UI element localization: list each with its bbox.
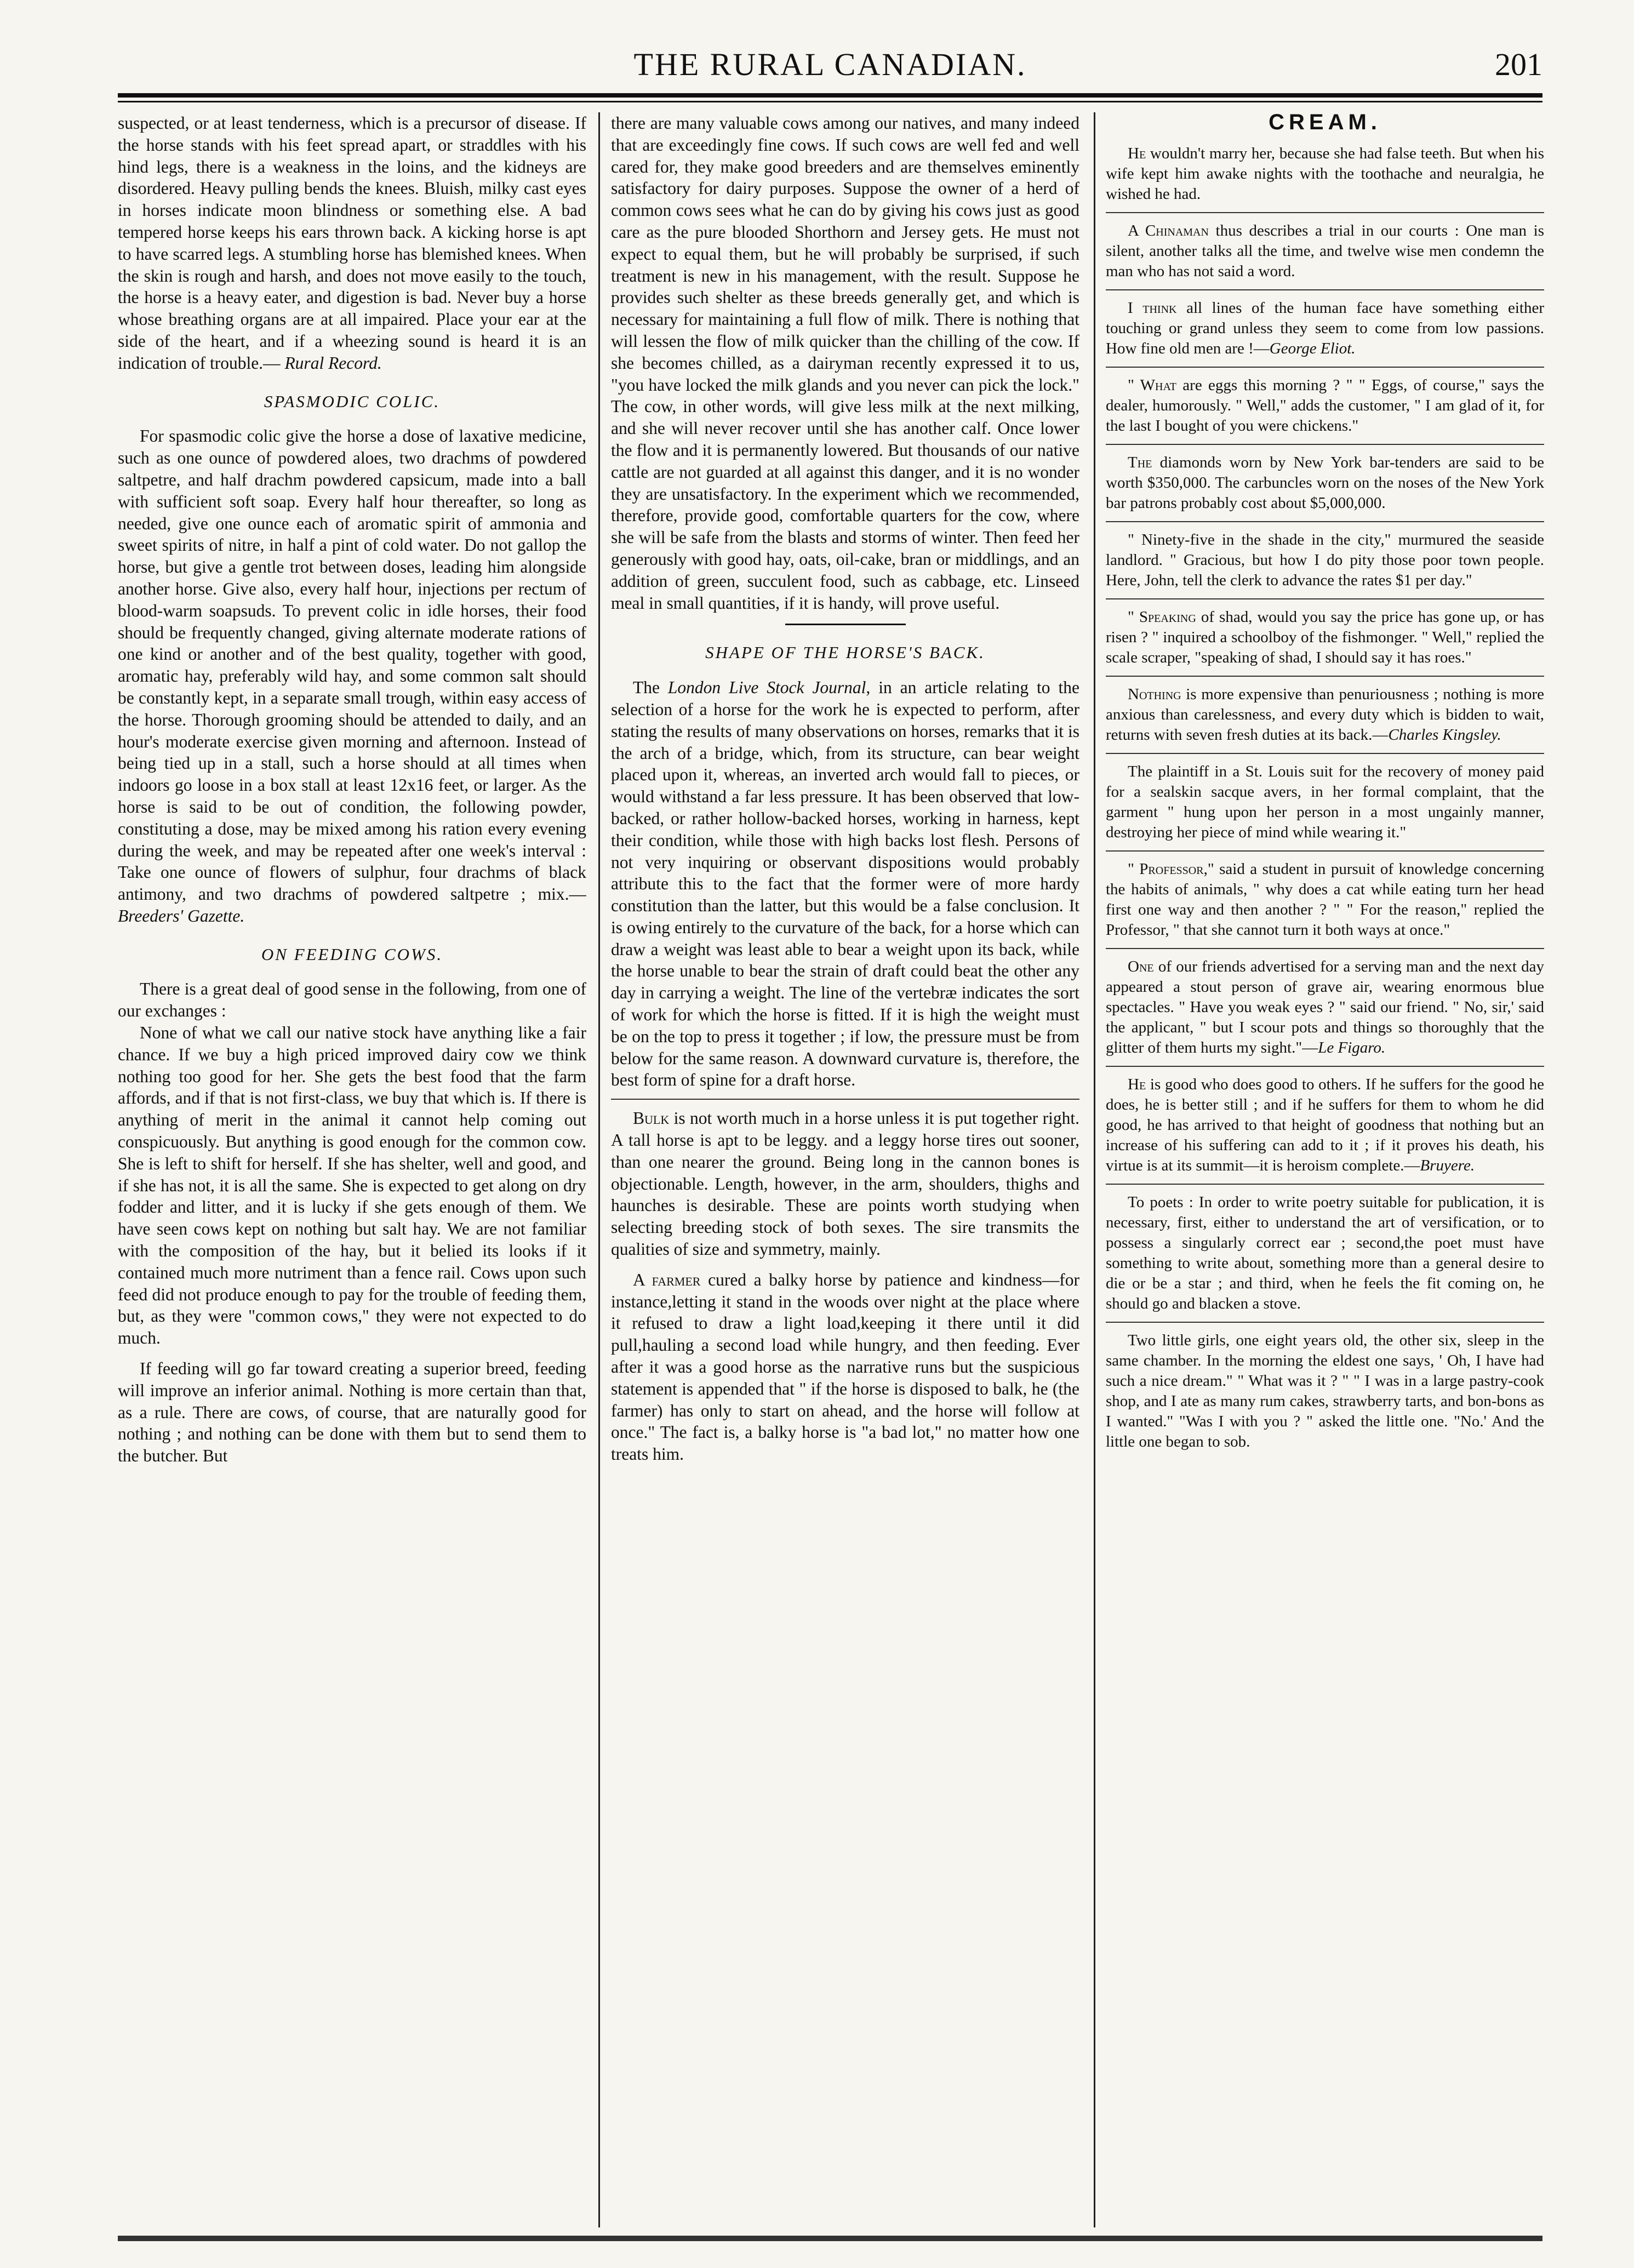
paragraph-text: The xyxy=(633,678,668,698)
header-rule-thin xyxy=(118,101,1542,102)
item-divider xyxy=(1106,289,1544,290)
paragraph-text: is more expensive than penuriousness ; nothing is more anxious than carelessness, and every duty which is bidden to wait, returns with seven fresh duties at its back.— xyxy=(1106,685,1544,744)
lead-word: " Speaking xyxy=(1128,608,1196,626)
masthead-title: THE RURAL CANADIAN. xyxy=(633,47,1027,82)
item-divider xyxy=(1106,850,1544,852)
lead-word: A farmer xyxy=(633,1270,701,1289)
paragraph-text: said a student in pursuit of knowledge concerning the habits of animals, " why does a cat while eating turn her head first one way and then another ? " " For the reason," replied the Professor, " that she cannot turn it both ways at once." xyxy=(1106,860,1544,939)
joke-item: " Ninety-five in the shade in the city," murmured the seaside landlord. " Gracious, but how I do pity those poor town people. Here, John, tell the clerk to advance the rates $1 per day." xyxy=(1106,531,1544,589)
page-header xyxy=(118,38,1542,88)
journal-name: London Live Stock Journal xyxy=(667,678,866,698)
item-divider xyxy=(1106,1322,1544,1323)
header-rule-thick xyxy=(118,93,1542,98)
item-divider xyxy=(1106,212,1544,213)
item-divider xyxy=(1106,948,1544,949)
paragraph-text: of shad, would you say the price has gone up, or has risen ? " inquired a schoolboy of the fishmonger. " Well," replied the scale scraper, "speaking of shad, I should say it has roes." xyxy=(1106,608,1544,666)
source-credit: Charles Kingsley. xyxy=(1388,726,1501,744)
article-paragraph: If feeding will go far toward creating a superior breed, feeding will improve an inferior animal. Nothing is more certain than that, as a rule. There are cows, of course, that are naturally good for nothing ; and nothing can be done with them but to send them to the butcher. But xyxy=(118,1359,586,1466)
joke-item xyxy=(1106,453,1544,513)
joke-item xyxy=(1106,1075,1544,1176)
lead-word: One xyxy=(1128,958,1154,975)
paragraph-text: diamonds worn by New York bar-tenders are said to be worth $350,000. The carbuncles worn on the noses of the New York bar patrons probably cost about $5,000,000. xyxy=(1106,454,1544,512)
source-credit: George Eliot. xyxy=(1269,340,1356,357)
item-divider xyxy=(1106,367,1544,368)
item-divider xyxy=(1106,598,1544,599)
joke-item: The plaintiff in a St. Louis suit for the recovery of money paid for a sealskin sacque avers, in her formal complaint, that the garment " hung upon her person in a most ungainly manner, destroying her piece of mind while wearing it." xyxy=(1106,763,1544,841)
item-divider xyxy=(1106,753,1544,754)
joke-item xyxy=(1106,144,1544,204)
article-paragraph xyxy=(611,1107,1079,1260)
lead-word: He xyxy=(1128,145,1146,162)
section-heading-feeding-cows: ON FEEDING COWS. xyxy=(261,944,443,964)
joke-item xyxy=(1106,375,1544,436)
paragraph-text: cured a balky horse by patience and kindness—for instance,letting it stand in the woods over night at the place where it refused to draw a light load,keeping it there until it did pull,hauling a second load while hungry, and then feeding. Ever after it was a good horse as the narrative runs but the suspicious statement is appended that " if the horse is disposed to balk, he (the farmer) has only to start on ahead, and the horse will follow at once." The fact is, a balky horse is "a bad lot," no matter how one treats him. xyxy=(611,1270,1079,1464)
section-heading-cream: CREAM. xyxy=(1269,112,1381,134)
joke-item xyxy=(1106,607,1544,668)
paragraph-text: is good who does good to others. If he suffers for the good he does, he is better still ; and if he suffers for them to whom he did good, he has arrived to that height of goodness that nothing but an increase of his suffering can add to it ; if it proves his death, his virtue is at its summit—it is heroism complete.— xyxy=(1106,1076,1544,1174)
lead-word: A Chinaman xyxy=(1128,222,1209,239)
section-heading-horse-back: SHAPE OF THE HORSE'S BACK. xyxy=(705,643,985,662)
paragraph-text: For spasmodic colic give the horse a dose of laxative medicine, such as one ounce of powdered aloes, two drachms of powdered saltpetre, and half drachm powdered capsicum, made into a ball with sufficient soft soap. Every half hour thereafter, so long as needed, give one ounce each of aromatic spirit of ammonia and sweet spirits of nitre, in half a pint of cold water. Do not gallop the horse, but give a gentle trot between doses, leading him alongside another horse. Give also, every half hour, injections per rectum of blood-warm soapsuds. To prevent colic in idle horses, their food should be frequently changed, giving alternate moderate rations of one kind or another and of the best quality, together with good, aromatic hay, preferably wild hay, and some common salt should be constantly kept, in a separate small trough, within easy access of the horse. Thorough grooming should be attended to daily, and an hour's moderate exercise given morning and afternoon. Instead of being tied up in a stall, such a horse should at all times when indoors go loose in a box stall at least 12x16 feet, or larger. As the horse is said to be out of condition, the following powder, constituting a dose, may be mixed among his ration every evening during the week, and may be repeated after one week's interval : Take one ounce of flowers of sulphur, four drachms of black antimony, and two drachms of powdered saltpetre ; mix.— xyxy=(118,426,586,904)
lead-word: " Professor," xyxy=(1128,860,1214,878)
joke-item xyxy=(1106,859,1544,940)
lead-word: Nothing xyxy=(1128,685,1181,703)
article-paragraph xyxy=(118,425,586,927)
article-paragraph: there are many valuable cows among our natives, and many indeed that are exceedingly fine cows. If such cows are well fed and well cared for, they make good breeders and are themselves eminently satisfactory for dairy purposes. Suppose the owner of a herd of common cows sees what he can do by giving his cows just as good care as the pure blooded Shorthorn and Jersey gets. He must not expect to equal them, but he will probably be surprised, if such treatment is new in his management, with the result. Suppose he provides such shelter as these breeds generally get, and which is necessary for maintaining a full flow of milk. There is nothing that will lessen the flow of milk quicker than the chilling of the cow. If she becomes chilled, as a dairyman recently expressed it to us, "you have locked the milk glands and you never can pick the lock." The cow, in other words, will give less milk at the next milking, and she will never recover until she has another calf. Once lower the flow and it is permanently lowered. But thousands of our native cattle are not guarded at all against this danger, and it is no wonder they are unsatisfactory. In the experiment which we recommended, therefore, provide good, comfortable quarters for the cow, where she will be safe from the blasts and storms of winter. Then feed her generously with good hay, oats, oil-cake, bran or middlings, and an addition of green, succulent food, such as cabbage, etc. Linseed meal in small quantities, if it is handy, will prove useful. xyxy=(611,113,1079,613)
lead-word: Bulk xyxy=(633,1109,670,1128)
item-divider xyxy=(1106,444,1544,445)
lead-word: " What xyxy=(1128,376,1176,394)
section-heading-spasmodic-colic: SPASMODIC COLIC. xyxy=(264,391,441,411)
column-2 xyxy=(611,112,1079,2227)
item-divider xyxy=(1106,1066,1544,1067)
joke-item xyxy=(1106,957,1544,1058)
source-credit: Rural Record. xyxy=(284,353,382,373)
item-divider xyxy=(1106,1184,1544,1185)
article-paragraph: There is a great deal of good sense in the following, from one of our exchanges : xyxy=(118,979,586,1021)
source-credit: Bruyere. xyxy=(1420,1157,1475,1174)
column-1 xyxy=(118,112,586,2227)
column-3 xyxy=(1106,112,1544,2227)
article-paragraph: None of what we call our native stock have anything like a fair chance. If we buy a high priced improved dairy cow we think nothing too good for her. She gets the best food that the farm affords, and if that is not first-class, we buy that which is. If there is anything of merit in the animal it cannot help coming out conspicuously. But anything is good enough for the common cow. She is left to shift for herself. If she has shelter, well and good, and if she has not, it is all the same. She is expected to get along on dry fodder and litter, and it is lucky if she gets enough of them. We have seen cows kept on nothing but salt hay. We are not familiar with the composition of the hay, but it belied its looks if it contained much more nutriment than a fence rail. Cows upon such feed did not produce enough to pay for the trouble of feeding them, but, as they were "common cows," they were not expected to do much. xyxy=(118,1023,586,1348)
paragraph-text: wouldn't marry her, because she had false teeth. But when his wife kept him awake nights with the toothache and neuralgia, he wished he had. xyxy=(1106,145,1544,203)
article-paragraph xyxy=(611,677,1079,1091)
joke-item: Two little girls, one eight years old, the other six, sleep in the same chamber. In the morning the eldest one says, ' Oh, I have had such a nice dream." " What was it ? " " I was in a large pastry-cook shop, and I ate as many rum cakes, strawberry tarts, and bon-bons as I wanted." "Was I with you ? " asked the little one. "No.' And the little one began to sob. xyxy=(1106,1332,1544,1450)
paragraph-text: all lines of the human face have something either touching or grand unless they seem to come from low passions. How fine old men are !— xyxy=(1106,299,1544,357)
paragraph-text: is not worth much in a horse unless it is put together right. A tall horse is apt to be leggy. and a leggy horse tires out sooner, than one nearer the ground. Being long in the cannon bones is objectionable. Length, however, in the arm, shoulders, thighs and haunches is desirable. These are points worth studying when selecting breeding stock of both sexes. The sire transmits the qualities of size and symmetry, mainly. xyxy=(611,1109,1079,1259)
paragraph-text: , in an article relating to the selection of a horse for the work he is expected to perform, after stating the results of many observations on horses, remarks that it is the arch of a bridge, which, from its structure, can bear weight placed upon it, whereas, an inverted arch would fall to pieces, or would withstand a far less pressure. It has been observed that low-backed, or rather hollow-backed horses, working in harness, kept their condition, while those with high backs lost flesh. Persons of not very inquiring or observant dispositions would probably attribute this to the fact that the former were of more hardy constitution than the latter, but this would be a false conclusion. It is owing entirely to the curvature of the back, for a horse which can draw a weight was least able to bear a weight upon its back, while the horse unable to bear the strain of draft could beat the other any day in carrying a weight. The line of the vertebræ indicates the sort of work for which the horse is fitted. If it is high the weight must be on the top to press it together ; if low, the pressure must be from below for the same reason. A downward curvature is, therefore, the best form of spine for a draft horse. xyxy=(611,678,1079,1090)
article-paragraph xyxy=(611,1269,1079,1465)
lead-word: The xyxy=(1128,454,1152,471)
footer-rule xyxy=(118,2236,1542,2241)
item-divider xyxy=(1106,676,1544,677)
lead-word: He xyxy=(1128,1076,1146,1093)
paragraph-text: are eggs this morning ? " " Eggs, of course," says the dealer, humorously. " Well," adds the customer, " I am glad of it, for the last I bought of you were chickens." xyxy=(1106,376,1544,435)
paragraph-divider xyxy=(611,1099,1079,1100)
paragraph-text: suspected, or at least tenderness, which is a precursor of disease. If the horse stands with his feet spread apart, or straddles with his hind legs, there is a weakness in the loins, and the kidneys are disordered. Heavy pulling bends the knees. Bluish, milky cast eyes in horses indicate moon blindness or something else. A bad tempered horse keeps his ears thrown back. A kicking horse is apt to have scarred legs. A stumbling horse has blemished knees. When the skin is rough and harsh, and does not move easily to the touch, the horse is a heavy eater, and digestion is bad. Never buy a horse whose breathing organs are at all impaired. Place your ear at the side of the heart, and if a wheezing sound is heard it is an indication of trouble.— xyxy=(118,113,586,373)
paragraph-text: thus describes a trial in our courts : One man is silent, another talks all the time, and twelve wise men condemn the man who has not said a word. xyxy=(1106,222,1544,280)
page-number: 201 xyxy=(1495,47,1542,82)
column-separator xyxy=(598,112,600,2227)
paragraph-text: of our friends advertised for a serving man and the next day appeared a stout person of grave air, wearing enormous blue spectacles. " Have you weak eyes ? " said our friend. " No, sir,' said the applicant, " but I scour pots and things so thoroughly that the glitter of them hurts my sight."— xyxy=(1106,958,1544,1056)
joke-item: To poets : In order to write poetry suitable for publication, it is necessary, first, either to understand the art of versification, or to possess a singularly correct ear ; second,the poet must have something to write about, something more than a general desire to die or be a star ; and third, when he feels the fit coming on, he should go and blacken a stove. xyxy=(1106,1193,1544,1312)
section-divider xyxy=(785,624,906,625)
article-paragraph xyxy=(118,112,586,374)
item-divider xyxy=(1106,521,1544,522)
column-separator xyxy=(1094,112,1095,2227)
source-credit: Breeders' Gazette. xyxy=(118,906,245,926)
lead-word: I think xyxy=(1128,299,1177,317)
joke-item xyxy=(1106,298,1544,359)
joke-item xyxy=(1106,684,1544,745)
source-credit: Le Figaro. xyxy=(1318,1039,1386,1056)
joke-item xyxy=(1106,221,1544,282)
